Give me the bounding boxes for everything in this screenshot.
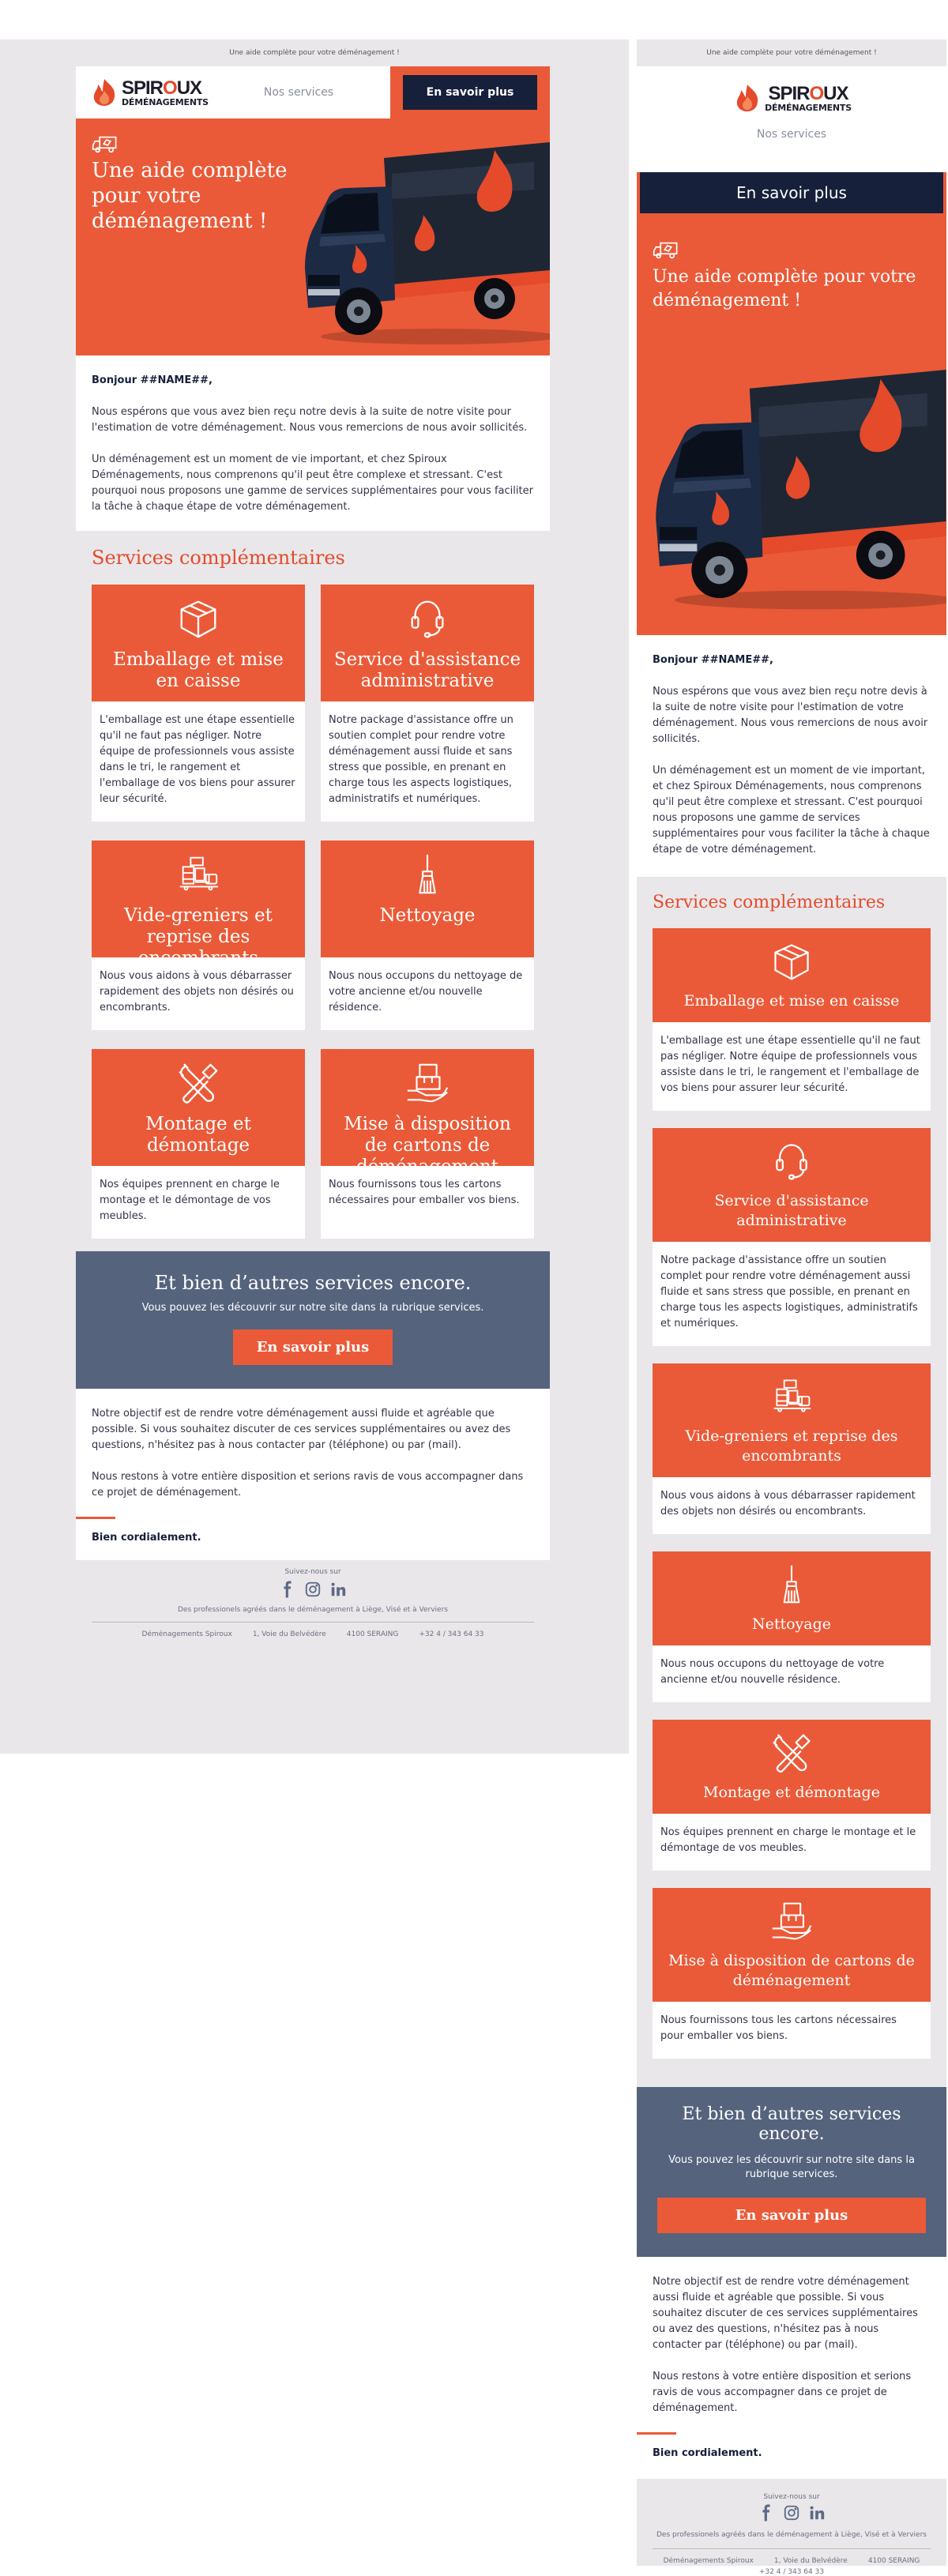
broom-icon [769,1563,814,1607]
preheader: Une aide complète pour votre déménagement ! [229,49,400,57]
service-title: Vide-greniers et reprise des encombrants [124,905,273,968]
service-text: Nos équipes prennent en charge le montage et le démontage de vos meubles. [660,1826,916,1854]
greeting: Bonjour ##NAME##, [653,654,773,666]
service-text: Nous vous aidons à vous débarrasser rapidement des objets non désirés ou encombrants. [660,1490,916,1517]
services-title: Services complémentaires [653,893,886,912]
outro-paragraph-1: Notre objectif est de rendre votre déménagement aussi fluide et agréable que possible. Si vous souhaitez discuter de ces services supplémentaires ou avez des questions, n'hésitez pas à nous contacter par (téléphone) ou par (mail). [92,1408,511,1451]
intro-paragraph-1: Nous espérons que vous avez bien reçu notre devis à la suite de notre visite pour l'estimation de votre déménagement. Nous vous remercions de nous avoir sollicités. [92,406,528,434]
service-title: Montage et démontage [703,1784,880,1801]
service-text: Notre package d'assistance offre un soutien complet pour rendre votre déménagement aussi fluide et sans stress que possible, en prenant en charge tous les aspects logistiques, administratifs et numériques. [329,714,514,805]
service-card [653,1363,931,1534]
logo-text-part1: SPIR [122,77,164,99]
service-card [653,1551,931,1702]
desktop-email-preview [0,39,629,1754]
header-cta-button[interactable]: En savoir plus [403,75,538,110]
service-card-header [653,928,931,1022]
footer-tagline: Des professionels agréés dans le déménagement à Liège, Visé et à Verviers [178,1606,448,1614]
tools-icon [769,1731,814,1775]
service-card [321,840,534,1030]
services-grid [92,585,534,1239]
outro-section [637,2257,946,2479]
truck-icon [92,134,118,155]
logo-text-part3: UX [823,82,848,104]
service-card [92,585,305,822]
hero-banner [637,172,946,635]
intro-section [637,635,946,877]
social-links [76,1581,550,1598]
company-name: Déménagements Spiroux [141,1630,232,1638]
service-text: Nous vous aidons à vous débarrasser rapidement des objets non désirés ou encombrants. [100,970,294,1013]
service-card [653,1128,931,1346]
moving-truck-image [297,142,550,355]
phone[interactable]: +32 4 / 343 64 33 [758,2568,825,2576]
service-card-header [653,1363,931,1477]
service-title: Emballage et mise en caisse [113,649,284,691]
instagram-icon[interactable] [783,2504,800,2521]
hero-title: Une aide complète pour votre déménagement ! [92,159,288,233]
more-services-banner [76,1251,550,1389]
service-card-header [92,585,305,701]
outro-paragraph-2: Nous restons à votre entière disposition et serions ravis de vous accompagner dans ce projet de déménagement. [653,2371,912,2414]
service-title: Mise à disposition de cartons de déménagement [344,1114,511,1177]
header-left [76,66,390,118]
logo-text-part1: SPIR [768,82,810,104]
service-text: Notre package d'assistance offre un soutien complet pour rendre votre déménagement aussi fluide et sans stress que possible, en prenant en charge tous les aspects logistiques, administratifs et numériques. [660,1254,918,1329]
company-name: Déménagements Spiroux [663,2557,754,2565]
preheader: Une aide complète pour votre déménagement ! [706,49,877,57]
service-card-header [653,1128,931,1242]
services-section [76,531,550,1245]
box-icon [175,596,221,641]
service-title: Nettoyage [379,905,476,926]
service-card-header [321,585,534,701]
moving-truck-image [646,370,946,622]
service-card [92,840,305,1030]
logo-tagline: DÉMÉNAGEMENTS [122,96,209,107]
tools-icon [175,1060,221,1106]
hero-title: Une aide complète pour votre déménagement ! [653,267,916,310]
flame-logo-icon [732,82,763,114]
service-card [321,585,534,822]
logo-text-part3: UX [176,77,202,99]
truck-icon [653,240,679,261]
service-title: Montage et démontage [145,1114,251,1156]
services-section [637,877,946,2087]
service-text: L'emballage est une étape essentielle qu'il ne faut pas négliger. Notre équipe de professionnels vous assiste dans le tri, le rangement et l'emballage de vos biens pour assurer leur sécurité. [660,1035,920,1094]
intro-paragraph-2: Un déménagement est un moment de vie important, et chez Spiroux Déménagements, nous comprenons qu'il peut être complexe et stressant. C'est pourquoi nous proposons une gamme de services supplémentaires pour vous faciliter la tâche à chaque étape de votre déménagement. [92,453,533,513]
intro-paragraph-2: Un déménagement est un moment de vie important, et chez Spiroux Déménagements, nous comprenons qu'il peut être complexe et stressant. C'est pourquoi nous proposons une gamme de services supplémentaires pour vous faciliter la tâche à chaque étape de votre déménagement. [653,765,930,856]
follow-label: Suivez-nous sur [284,1568,341,1576]
service-card-header [92,1049,305,1166]
headset-icon [404,596,450,641]
furniture-icon [175,852,221,897]
intro-section [76,355,550,531]
facebook-icon[interactable] [758,2504,775,2521]
broom-icon [404,852,450,897]
service-text: Nous fournissons tous les cartons nécessaires pour emballer vos biens. [660,2014,897,2042]
service-text: Nous fournissons tous les cartons nécessaires pour emballer vos biens. [329,1179,520,1206]
hero-banner [76,118,550,355]
service-card [653,1888,931,2059]
instagram-icon[interactable] [304,1581,322,1598]
follow-label: Suivez-nous sur [763,2493,820,2501]
service-card-header [653,1888,931,2002]
footer-address [92,1622,534,1638]
mobile-email-preview [637,39,946,2576]
street: 1, Voie du Belvédère [252,1630,326,1638]
more-services-banner [637,2087,946,2257]
service-card [653,1720,931,1871]
header-cta-button[interactable]: En savoir plus [640,172,943,213]
more-title: Et bien d’autres services encore. [682,2104,901,2144]
social-links [637,2504,946,2521]
service-text: Nous nous occupons du nettoyage de votre ancienne et/ou nouvelle résidence. [329,970,523,1013]
email-footer [76,1560,550,1638]
headset-icon [769,1139,814,1183]
linkedin-icon[interactable] [329,1581,347,1598]
services-title: Services complémentaires [92,547,345,569]
email-footer [637,2479,946,2576]
nav-services-link[interactable]: Nos services [263,86,334,99]
footer-tagline: Des professionels agréés dans le déménagement à Liège, Visé et à Verviers [656,2531,927,2539]
service-title: Emballage et mise en caisse [683,992,900,1010]
service-title: Service d'assistance administrative [333,649,521,691]
brand-logo[interactable] [88,77,209,108]
brand-logo[interactable] [637,66,946,114]
logo-text-part2: O [163,77,177,99]
email-header [76,66,550,118]
service-title: Service d'assistance administrative [714,1192,869,1229]
service-title: Mise à disposition de cartons de déménagement [668,1952,915,1989]
city: 4100 SERAING [867,2557,920,2565]
service-card-header [92,840,305,968]
more-subtitle: Vous pouvez les découvrir sur notre site dans la rubrique services. [668,2154,915,2180]
logo-text-part2: O [809,82,824,104]
facebook-icon[interactable] [279,1581,296,1598]
box-icon [769,939,814,983]
outro-paragraph-2: Nous restons à votre entière disposition et serions ravis de vous accompagner dans ce projet de déménagement. [92,1471,524,1499]
header-right [390,66,550,118]
service-card [321,1049,534,1239]
boxes-hand-icon [404,1060,450,1106]
service-text: Nos équipes prennent en charge le montage et le démontage de vos meubles. [100,1179,280,1222]
service-card [653,928,931,1111]
city: 4100 SERAING [346,1630,399,1638]
outro-section [76,1389,550,1560]
more-title: Et bien d’autres services encore. [154,1272,472,1294]
signoff: Bien cordialement. [92,1532,201,1544]
service-text: Nous nous occupons du nettoyage de votre ancienne et/ou nouvelle résidence. [660,1658,885,1686]
nav-services-link[interactable]: Nos services [756,128,827,141]
email-container [76,66,550,1638]
street: 1, Voie du Belvédère [773,2557,848,2565]
linkedin-icon[interactable] [808,2504,826,2521]
service-card [92,1049,305,1239]
service-title: Nettoyage [751,1615,832,1633]
logo-wordmark [765,82,852,113]
furniture-icon [769,1374,814,1419]
phone[interactable]: +32 4 / 343 64 33 [419,1630,484,1638]
flame-logo-icon [88,77,120,108]
service-card-header [653,1551,931,1645]
more-subtitle: Vous pouvez les découvrir sur notre site dans la rubrique services. [141,1302,484,1314]
service-title: Vide-greniers et reprise des encombrants [685,1427,898,1465]
intro-paragraph-1: Nous espérons que vous avez bien reçu notre devis à la suite de notre visite pour l'estimation de votre déménagement. Nous vous remercions de nous avoir sollicités. [653,686,928,745]
boxes-hand-icon [769,1899,814,1943]
service-card-header [321,840,534,957]
service-text: L'emballage est une étape essentielle qu'il ne faut pas négliger. Notre équipe de professionnels vous assiste dans le tri, le rangement et l'emballage de vos biens pour assurer leur sécurité. [100,714,295,805]
more-cta-button[interactable]: En savoir plus [233,1329,393,1365]
service-card-header [321,1049,534,1177]
logo-tagline: DÉMÉNAGEMENTS [765,102,852,113]
service-card-header [653,1720,931,1814]
greeting: Bonjour ##NAME##, [92,374,213,386]
outro-paragraph-1: Notre objectif est de rendre votre déménagement aussi fluide et agréable que possible. Si vous souhaitez discuter de ces services supplémentaires ou avez des questions, n'hésitez pas à nous contacter par (téléphone) ou par (mail). [653,2276,918,2351]
more-cta-button[interactable]: En savoir plus [657,2198,926,2233]
footer-address [653,2548,931,2576]
logo-wordmark [122,79,209,107]
signoff: Bien cordialement. [653,2447,762,2459]
